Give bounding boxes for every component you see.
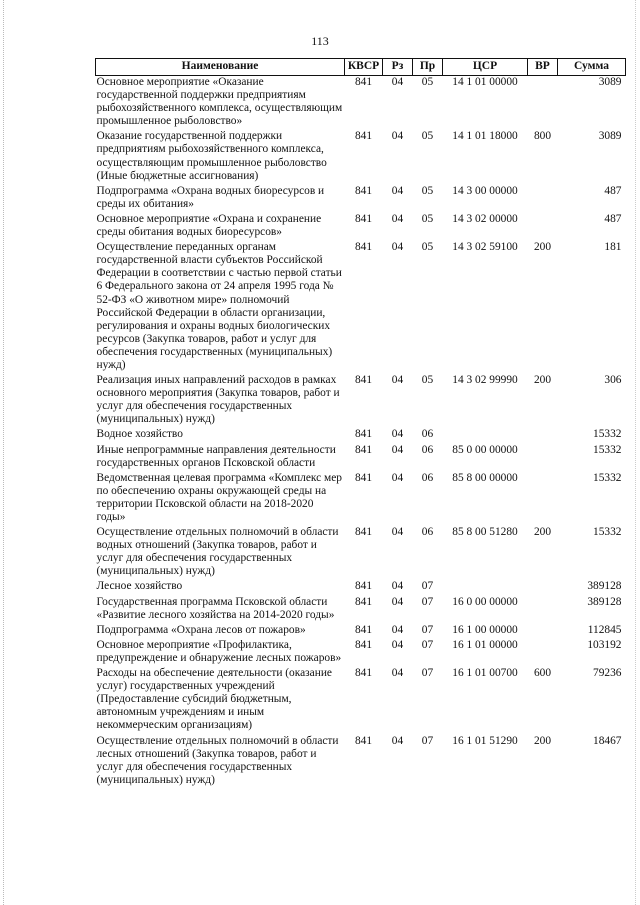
row-kvsr: 841: [354, 212, 373, 225]
budget-table: [95, 58, 626, 787]
row-kvsr: 841: [354, 471, 373, 484]
table-body: [96, 76, 626, 787]
row-kvsr: 841: [354, 374, 373, 387]
row-rz: 04: [391, 241, 404, 254]
row-sum: 3089: [598, 130, 622, 143]
row-kvsr: 841: [354, 734, 373, 747]
row-pr: 07: [421, 595, 434, 608]
row-vr: 200: [533, 734, 552, 747]
row-vr: [528, 426, 558, 441]
row-sum: 3089: [598, 76, 622, 88]
table-row: [96, 239, 626, 372]
row-kvsr: 841: [354, 667, 373, 680]
row-name: Осуществление переданных органам государственной власти субъектов Российской Федерации в соответствии с частью первой статьи 6 Федерального закона от 24 апреля 1995 года № 52-ФЗ «О животном мире» полномочий Российской Федерации в области организации, регулирования и охраны водных биологических ресурсов (Закупка товаров, работ и услуг для обеспечения государственных (муниципальных) нужд): [96, 241, 342, 371]
row-rz: 04: [391, 428, 404, 441]
row-name: Лесное хозяйство: [96, 580, 183, 593]
row-csr: 85 0 00 00000: [452, 443, 518, 456]
row-kvsr: 841: [354, 428, 373, 441]
row-rz: 04: [391, 471, 404, 484]
row-sum: 181: [604, 241, 622, 254]
row-sum: 18467: [593, 734, 622, 747]
row-sum: 487: [604, 184, 622, 197]
row-sum: 103192: [587, 638, 622, 651]
table-row: [96, 442, 626, 470]
row-kvsr: 841: [354, 443, 373, 456]
row-vr: [528, 578, 558, 593]
header-csr: ЦСР: [443, 59, 528, 76]
row-csr: 85 8 00 00000: [452, 471, 518, 484]
header-row: [96, 59, 626, 76]
row-name: Водное хозяйство: [96, 428, 183, 441]
row-sum: 15332: [593, 443, 622, 456]
row-vr: [528, 211, 558, 239]
row-csr: 14 3 00 00000: [452, 184, 518, 197]
row-kvsr: 841: [354, 76, 373, 88]
row-kvsr: 841: [354, 595, 373, 608]
row-pr: 06: [421, 471, 434, 484]
row-vr: 800: [533, 130, 552, 143]
header-sum: Сумма: [558, 59, 626, 76]
row-csr: 14 1 01 18000: [452, 130, 518, 143]
row-csr: 14 3 02 59100: [452, 241, 518, 254]
table-row: [96, 372, 626, 426]
table-row: [96, 426, 626, 441]
row-kvsr: 841: [354, 638, 373, 651]
row-csr: 16 1 01 00000: [452, 638, 518, 651]
row-rz: 04: [391, 212, 404, 225]
row-pr: 07: [421, 623, 434, 636]
row-pr: 07: [421, 667, 434, 680]
scan-edge-right: [635, 0, 637, 905]
table-row: [96, 665, 626, 732]
row-name: Основное мероприятие «Оказание государственной поддержки предприятиям рыбохозяйственного комплекса, осуществляющим промышленное рыболовство»: [96, 76, 343, 128]
row-vr: [528, 442, 558, 470]
row-name: Подпрограмма «Охрана лесов от пожаров»: [96, 623, 306, 636]
row-vr: [528, 183, 558, 211]
row-rz: 04: [391, 130, 404, 143]
row-name: Расходы на обеспечение деятельности (оказание услуг) государственных учреждений (Предоставление субсидий бюджетным, автономным учреждениям и иным некоммерческим организациям): [96, 667, 332, 732]
table-row: [96, 637, 626, 665]
row-name: Осуществление отдельных полномочий в области водных отношений (Закупка товаров, работ и услуг для обеспечения государственных (муниципальных) нужд): [96, 526, 339, 578]
table-row: [96, 128, 626, 182]
row-pr: 07: [421, 580, 434, 593]
row-name: Государственная программа Псковской области «Развитие лесного хозяйства на 2014-2020 годы»: [96, 595, 335, 621]
row-name: Основное мероприятие «Охрана и сохранение среды обитания водных биоресурсов»: [96, 212, 322, 239]
row-name: Ведомственная целевая программа «Комплекс мер по обеспечению охраны окружающей среды на территории Псковской области на 2018-2020 годы»: [96, 471, 342, 523]
row-csr: [443, 578, 528, 593]
row-sum: 389128: [587, 595, 622, 608]
row-sum: 15332: [593, 526, 622, 539]
table-row: [96, 733, 626, 787]
table-row: [96, 76, 626, 129]
table-header: [96, 59, 626, 76]
row-csr: 14 3 02 00000: [452, 212, 518, 225]
row-rz: 04: [391, 443, 404, 456]
row-pr: 06: [421, 526, 434, 539]
row-kvsr: 841: [354, 130, 373, 143]
row-csr: 16 1 00 00000: [452, 623, 518, 636]
row-pr: 07: [421, 734, 434, 747]
row-sum: 79236: [593, 667, 622, 680]
row-name: Осуществление отдельных полномочий в области лесных отношений (Закупка товаров, работ и услуг для обеспечения государственных (муниципальных) нужд): [96, 734, 339, 786]
row-pr: 05: [421, 241, 434, 254]
row-vr: [528, 637, 558, 665]
row-rz: 04: [391, 638, 404, 651]
row-rz: 04: [391, 526, 404, 539]
row-pr: 06: [421, 428, 434, 441]
row-vr: [528, 622, 558, 637]
row-pr: 07: [421, 638, 434, 651]
row-kvsr: 841: [354, 580, 373, 593]
row-vr: 200: [533, 374, 552, 387]
row-sum: 306: [604, 374, 622, 387]
row-vr: [528, 76, 558, 129]
row-sum: 487: [604, 212, 622, 225]
row-pr: 05: [421, 212, 434, 225]
header-pr: Пр: [413, 59, 443, 76]
row-vr: [528, 594, 558, 622]
row-sum: 15332: [593, 471, 622, 484]
row-csr: 14 1 01 00000: [452, 76, 518, 88]
table-row: [96, 470, 626, 524]
row-vr: 600: [533, 667, 552, 680]
row-rz: 04: [391, 76, 404, 88]
row-csr: 16 0 00 00000: [452, 595, 518, 608]
row-pr: 05: [421, 184, 434, 197]
row-csr: 16 1 01 00700: [452, 667, 518, 680]
row-csr: [443, 426, 528, 441]
page-number: 113: [311, 34, 329, 48]
row-vr: [528, 470, 558, 524]
row-kvsr: 841: [354, 526, 373, 539]
row-csr: 14 3 02 99990: [452, 374, 518, 387]
row-sum: 112845: [587, 623, 622, 636]
row-vr: 200: [533, 241, 552, 254]
row-rz: 04: [391, 595, 404, 608]
row-pr: 05: [421, 374, 434, 387]
row-rz: 04: [391, 374, 404, 387]
table-row: [96, 211, 626, 239]
table-row: [96, 183, 626, 211]
table-row: [96, 578, 626, 593]
header-rz: Рз: [383, 59, 413, 76]
table-row: [96, 594, 626, 622]
row-sum: 15332: [593, 428, 622, 441]
header-kvsr: КВСР: [345, 59, 383, 76]
row-rz: 04: [391, 623, 404, 636]
table-row: [96, 524, 626, 578]
row-name: Подпрограмма «Охрана водных биоресурсов и среды их обитания»: [96, 184, 325, 210]
header-name: Наименование: [96, 59, 345, 76]
table-row: [96, 622, 626, 637]
row-pr: 05: [421, 130, 434, 143]
row-name: Основное мероприятие «Профилактика, предупреждение и обнаружение лесных пожаров»: [96, 638, 342, 664]
row-pr: 06: [421, 443, 434, 456]
row-kvsr: 841: [354, 241, 373, 254]
row-rz: 04: [391, 667, 404, 680]
row-sum: 389128: [587, 580, 622, 593]
row-kvsr: 841: [354, 184, 373, 197]
scan-edge-left: [3, 0, 5, 905]
row-vr: 200: [533, 526, 552, 539]
header-vr: ВР: [528, 59, 558, 76]
row-name: Иные непрограммные направления деятельности государственных органов Псковской области: [96, 443, 336, 469]
row-rz: 04: [391, 734, 404, 747]
row-rz: 04: [391, 580, 404, 593]
row-pr: 05: [421, 76, 434, 88]
row-csr: 16 1 01 51290: [452, 734, 518, 747]
row-kvsr: 841: [354, 623, 373, 636]
row-csr: 85 8 00 51280: [452, 526, 518, 539]
row-name: Реализация иных направлений расходов в рамках основного мероприятия (Закупка товаров, работ и услуг для обеспечения государственных (муниципальных) нужд): [96, 374, 340, 426]
row-name: Оказание государственной поддержки предприятиям рыбохозяйственного комплекса, осуществляющим промышленное рыболовство (Иные бюджетные ассигнования): [96, 130, 327, 182]
row-rz: 04: [391, 184, 404, 197]
